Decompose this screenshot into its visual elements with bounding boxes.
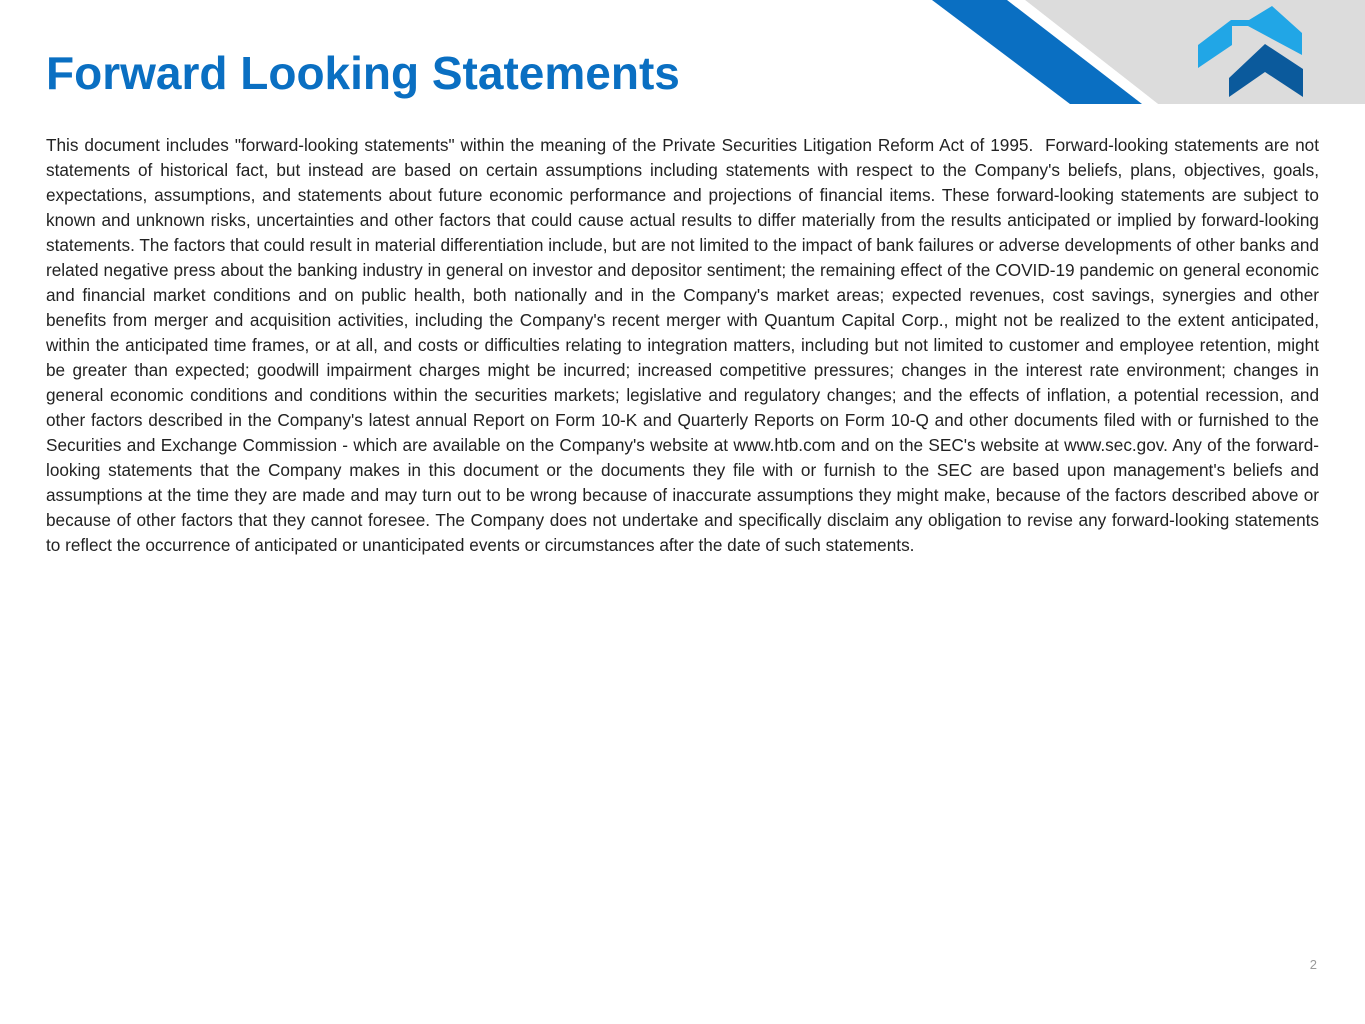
page-title: Forward Looking Statements [46, 47, 680, 99]
page-number: 2 [1309, 957, 1317, 972]
header-decoration [925, 0, 1365, 104]
forward-looking-statement-body: This document includes "forward-looking statements" within the meaning of the Private Securities Litigation Reform Act of 1995. Forward-looking statements are not statements of historical fact, but instead are based on certain assumptions including statements with respect to the Company's beliefs, plans, objectives, goals, expectations, assumptions, and statements about future economic performance and projections of financial items. These forward-looking statements are subject to known and unknown risks, uncertainties and other factors that could cause actual results to differ materially from the results anticipated or implied by forward-looking statements. The factors that could result in material differentiation include, but are not limited to the impact of bank failures or adverse developments of other banks and related negative press about the banking industry in general on investor and depositor sentiment; the remaining effect of the COVID-19 pandemic on general economic and financial market conditions and on public health, both nationally and in the Company's market areas; expected revenues, cost savings, synergies and other benefits from merger and acquisition activities, including the Company's recent merger with Quantum Capital Corp., might not be realized to the extent anticipated, within the anticipated time frames, or at all, and costs or difficulties relating to integration matters, including but not limited to customer and employee retention, might be greater than expected; goodwill impairment charges might be incurred; increased competitive pressures; changes in the interest rate environment; changes in general economic conditions and conditions within the securities markets; legislative and regulatory changes; and the effects of inflation, a potential recession, and other factors described in the Company's latest annual Report on Form 10-K and Quarterly Reports on Form 10-Q and other documents filed with or furnished to the Securities and Exchange Commission - which are available on the Company's website at www.htb.com and on the SEC's website at www.sec.gov. Any of the forward-looking statements that the Company makes in this document or the documents they file with or furnish to the SEC are based upon management's beliefs and assumptions at the time they are made and may turn out to be wrong because of inaccurate assumptions they might make, because of the factors described above or because of other factors that they cannot foresee. The Company does not undertake and specifically disclaim any obligation to revise any forward-looking statements to reflect the occurrence of anticipated or unanticipated events or circumstances after the date of such statements. [46, 135, 1324, 555]
